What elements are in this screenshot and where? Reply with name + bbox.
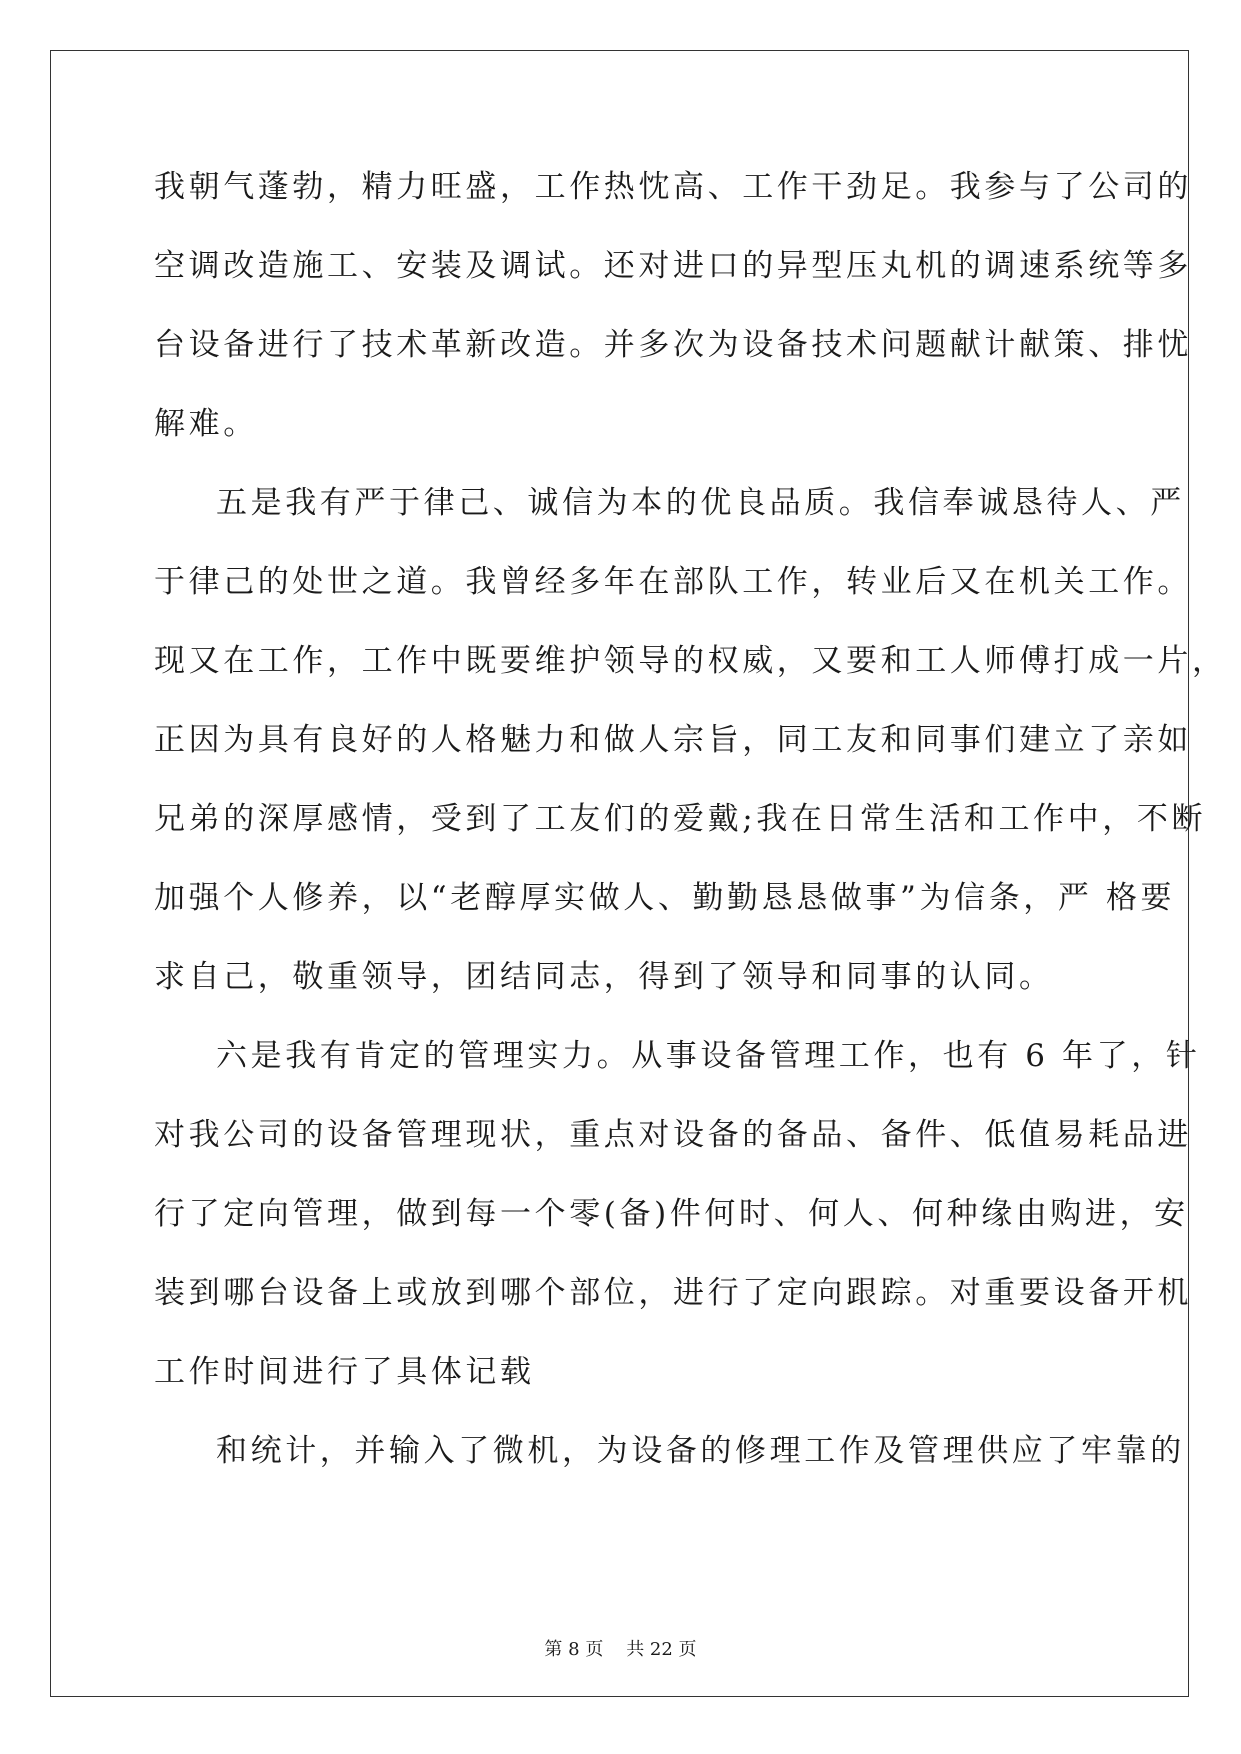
text-line: 加强个人修养，以“老醇厚实做人、勤勤恳恳做事”为信条，严 格要 [154, 880, 1176, 916]
document-body [154, 162, 1227, 1505]
text-line: 解难。 [154, 406, 258, 442]
text-line: 行了定向管理，做到每一个零(备)件何时、何人、何种缘由购进，安 [154, 1196, 1189, 1232]
text-line: 台设备进行了技术革新改造。并多次为设备技术问题献计献策、排忧 [154, 327, 1192, 363]
paragraph-start-line: 六是我有肯定的管理实力。从事设备管理工作，也有 6 年了，针 [216, 1038, 1201, 1074]
text-line: 空调改造施工、安装及调试。还对进口的异型压丸机的调速系统等多 [154, 248, 1192, 284]
text-line: 于律己的处世之道。我曾经多年在部队工作，转业后又在机关工作。 [154, 564, 1192, 600]
text-line: 兄弟的深厚感情，受到了工友们的爱戴;我在日常生活和工作中，不断 [154, 801, 1207, 837]
page-number-footer: 第 8 页 共 22 页 [544, 1639, 697, 1660]
text-line: 现又在工作，工作中既要维护领导的权威，又要和工人师傅打成一片， [154, 643, 1227, 679]
text-line: 求自己，敬重领导，团结同志，得到了领导和同事的认同。 [154, 959, 1054, 995]
paragraph-start-line: 和统计，并输入了微机，为设备的修理工作及管理供应了牢靠的 [216, 1433, 1185, 1469]
text-line: 我朝气蓬勃，精力旺盛，工作热忱高、工作干劲足。我参与了公司的 [154, 169, 1192, 205]
paragraph-start-line: 五是我有严于律己、诚信为本的优良品质。我信奉诚恳待人、严 [216, 485, 1185, 521]
text-line: 对我公司的设备管理现状，重点对设备的备品、备件、低值易耗品进 [154, 1117, 1192, 1153]
text-line: 工作时间进行了具体记载 [154, 1354, 535, 1390]
text-line: 正因为具有良好的人格魅力和做人宗旨，同工友和同事们建立了亲如 [154, 722, 1192, 758]
text-line: 装到哪台设备上或放到哪个部位，进行了定向跟踪。对重要设备开机 [154, 1275, 1192, 1311]
